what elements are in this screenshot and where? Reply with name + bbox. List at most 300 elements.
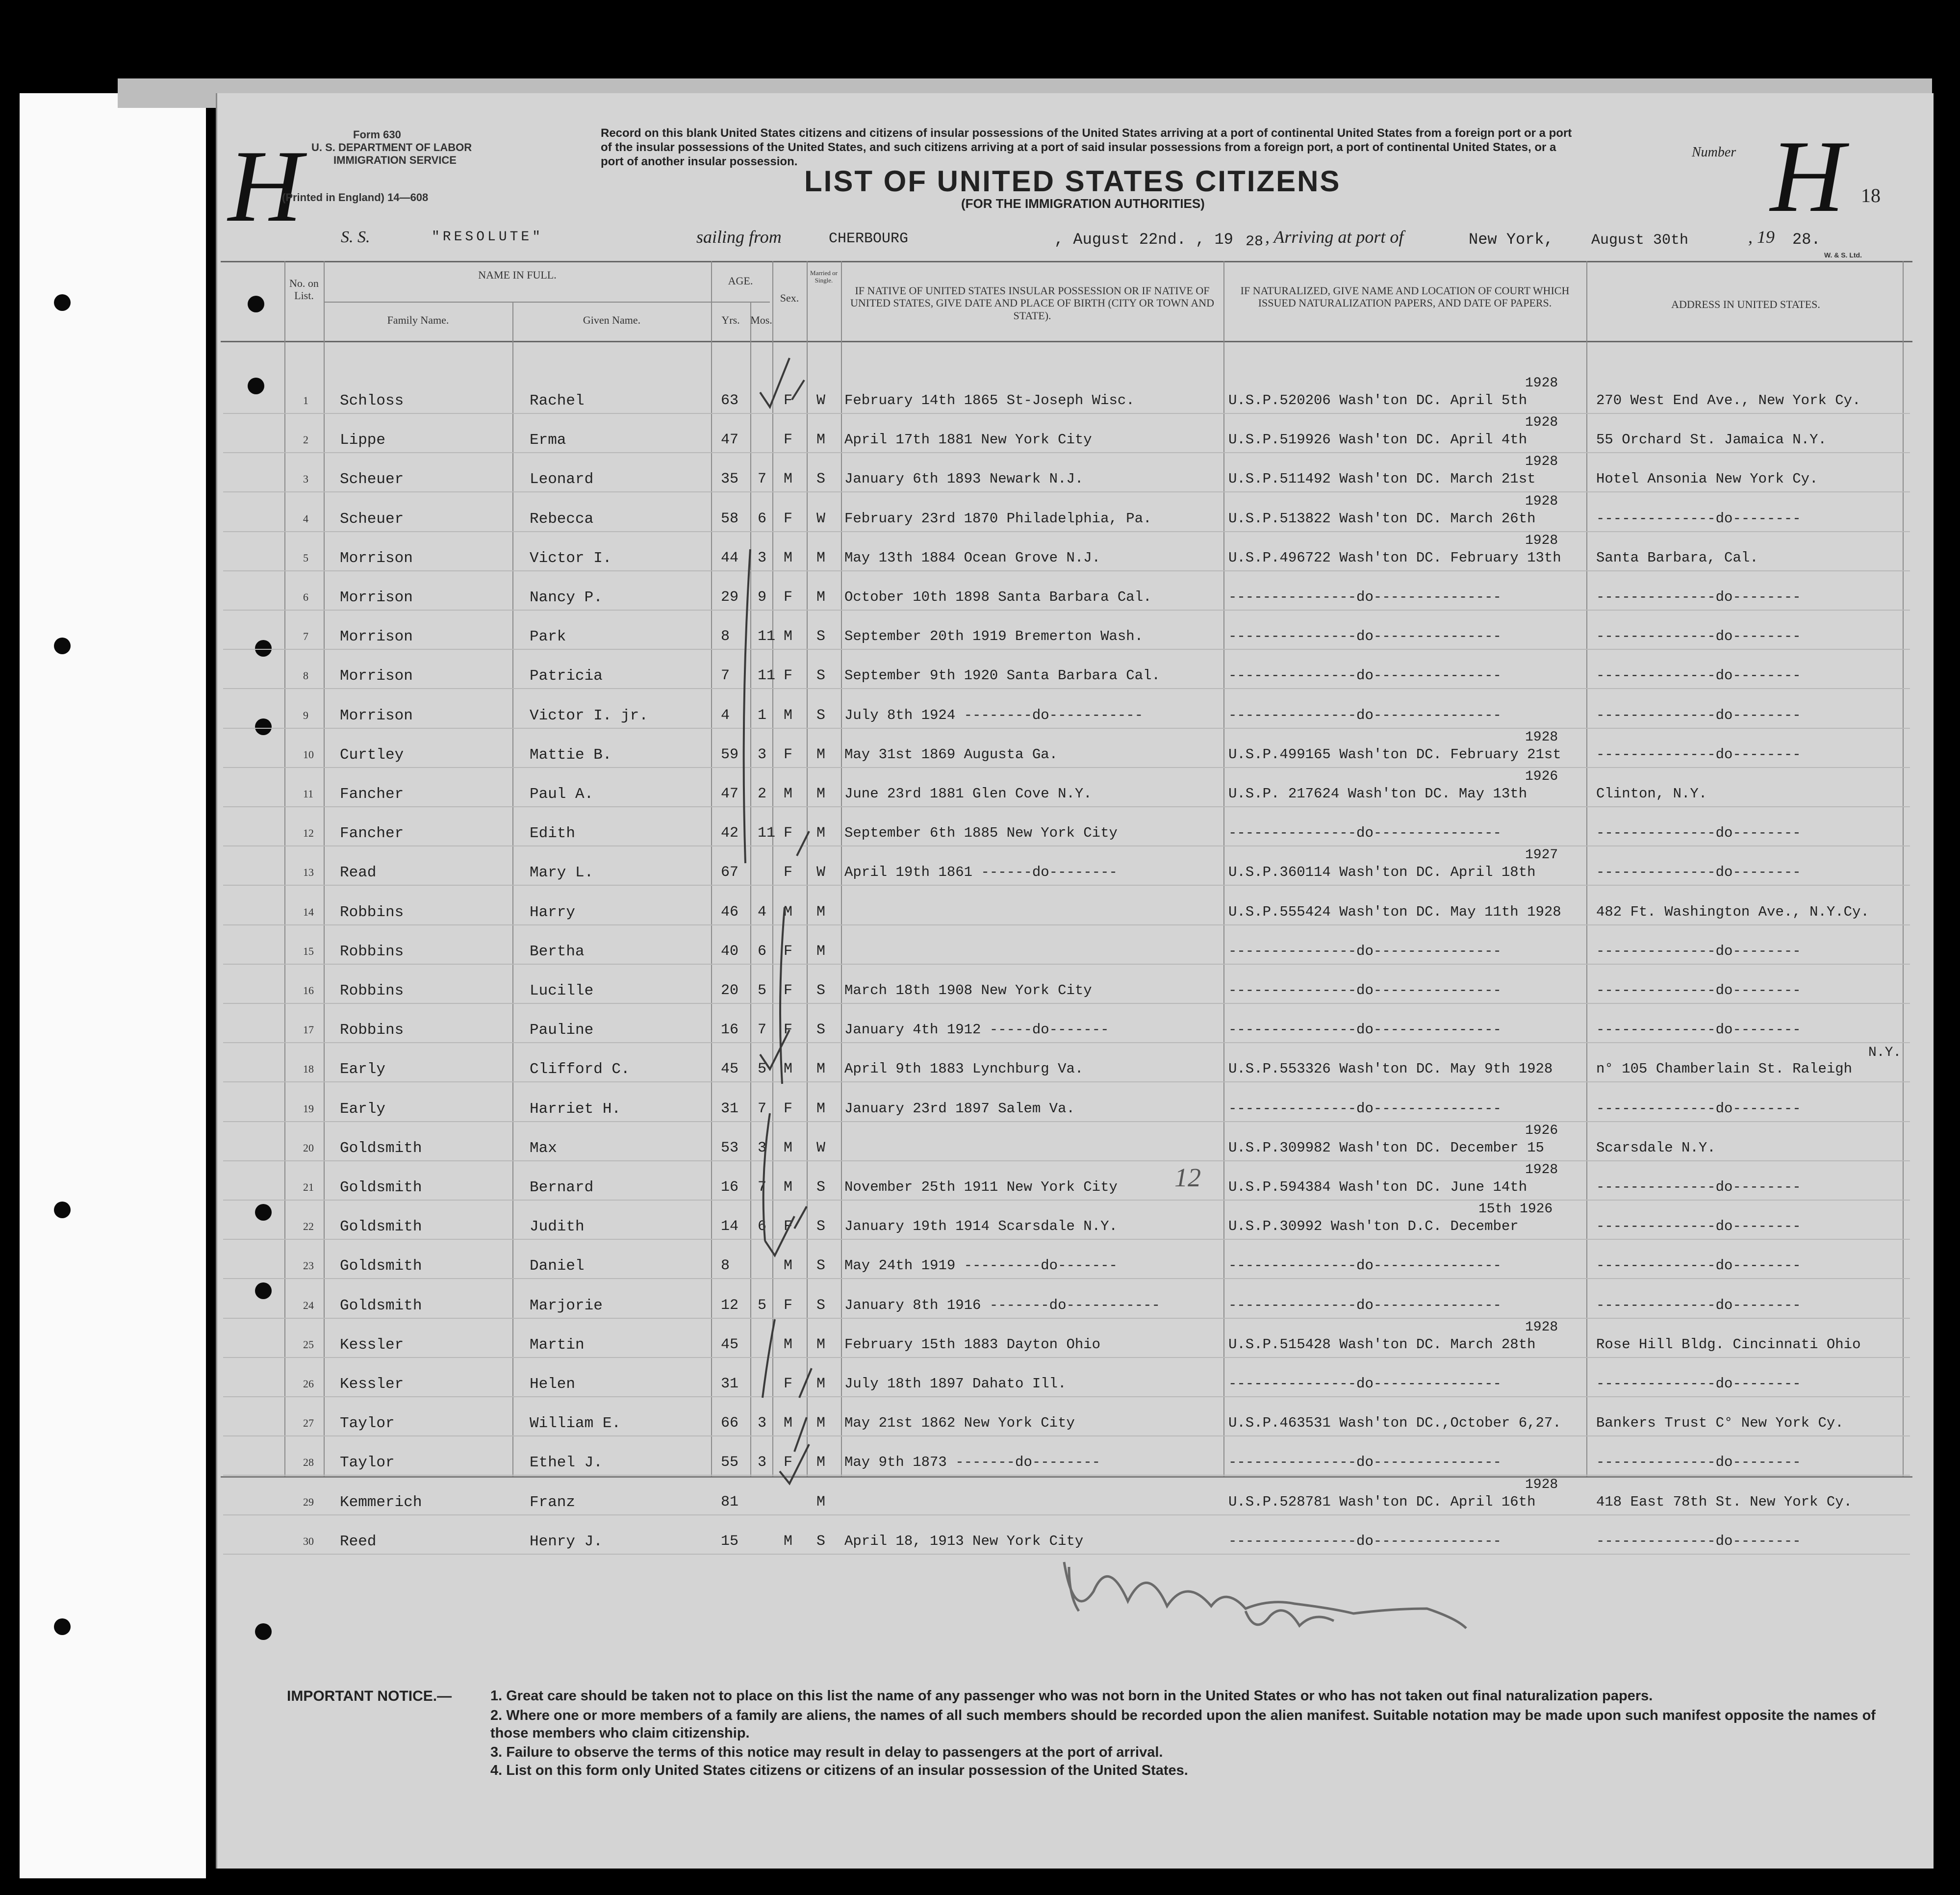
cell-naturalization-year: 1928 — [1525, 376, 1558, 391]
cell-naturalization-year: 15th 1926 — [1478, 1202, 1553, 1217]
cell-ms: S — [816, 1022, 826, 1039]
cell-mos: 7 — [758, 471, 767, 488]
cell-natur: U.S.P.594384 Wash'ton DC. June 14th — [1228, 1179, 1527, 1195]
printer-mark: W. & S. Ltd. — [1824, 251, 1862, 259]
cell-family: Fancher — [340, 786, 404, 803]
cell-ms: W — [816, 1139, 826, 1156]
cell-address: 270 West End Ave., New York Cy. — [1596, 392, 1861, 409]
cell-birth: May 21st 1862 New York City — [844, 1415, 1075, 1432]
notice-item-1: 1. Great care should be taken not to place on this list the name of any passenger who was not born in the United States or who has not taken out final naturalization papers. — [490, 1688, 1653, 1704]
family-bracket — [780, 907, 785, 1084]
row-rule — [223, 1160, 1910, 1161]
cell-given: Bernard — [530, 1179, 594, 1196]
header-address: ADDRESS IN UNITED STATES. — [1671, 298, 1820, 310]
cell-yrs: 8 — [721, 1257, 730, 1275]
number-label: Number — [1692, 145, 1736, 160]
cell-no: 27 — [303, 1417, 314, 1430]
cell-family: Scheuer — [340, 471, 404, 488]
departure-port: CHERBOURG — [829, 230, 909, 247]
name-subheader-line — [324, 302, 711, 303]
cell-family: Taylor — [340, 1454, 395, 1472]
row-rule — [223, 885, 1910, 886]
cell-sex: M — [784, 903, 793, 921]
row-rule — [223, 1121, 1910, 1122]
cell-natur: ---------------do--------------- — [1228, 982, 1502, 999]
cell-ms: S — [816, 707, 826, 724]
cell-mos: 11 — [758, 628, 776, 645]
cell-natur: ---------------do--------------- — [1228, 707, 1502, 723]
cell-yrs: 16 — [721, 1022, 739, 1039]
cell-birth: September 6th 1885 New York City — [844, 825, 1118, 842]
cell-family: Early — [340, 1100, 386, 1118]
form-instruction: Record on this blank United States citizens and citizens of insular possessions of the United States arriving at a port of continental United States from a foreign port or a port of the insular possessions of the United States, and such citizens arriving at a port of said insular possessions from a foreign port, a port of continental United States, or a port of another insular possession. — [601, 127, 1572, 168]
cell-address: --------------do-------- — [1596, 1022, 1801, 1038]
cell-birth: January 4th 1912 -----do------- — [844, 1022, 1109, 1038]
arrival-port: New York, — [1469, 230, 1553, 249]
cell-sex: F — [784, 746, 793, 763]
cell-sex: F — [784, 825, 793, 842]
cell-natur: ---------------do--------------- — [1228, 1100, 1502, 1117]
cell-family: Goldsmith — [340, 1257, 422, 1275]
cell-address: Bankers Trust C° New York Cy. — [1596, 1415, 1844, 1432]
cell-address: --------------do-------- — [1596, 864, 1801, 881]
page-number: 18 — [1861, 184, 1881, 206]
cell-natur: U.S.P.511492 Wash'ton DC. March 21st — [1228, 471, 1536, 487]
row-rule — [223, 728, 1910, 729]
cell-natur: U.S.P.496722 Wash'ton DC. February 13th — [1228, 549, 1561, 566]
cell-given: Marjorie — [530, 1297, 603, 1314]
cell-no: 26 — [303, 1378, 314, 1390]
cell-yrs: 31 — [721, 1376, 739, 1392]
family-bracket — [764, 1113, 770, 1241]
cell-sex: M — [784, 549, 793, 566]
cell-ms: M — [816, 1336, 826, 1353]
cell-sex: M — [784, 1061, 793, 1078]
cell-birth: January 23rd 1897 Salem Va. — [844, 1100, 1075, 1117]
cell-family: Scheuer — [340, 510, 404, 528]
cell-address: Hotel Ansonia New York Cy. — [1596, 471, 1818, 487]
cell-family: Goldsmith — [340, 1218, 422, 1236]
cell-address: Clinton, N.Y. — [1596, 786, 1707, 802]
cell-no: 17 — [303, 1024, 314, 1036]
row-rule — [223, 649, 1910, 650]
cell-birth: November 25th 1911 New York City — [844, 1179, 1118, 1195]
cell-birth: July 8th 1924 --------do----------- — [844, 707, 1144, 723]
cell-ms: M — [816, 903, 826, 921]
cell-ms: M — [816, 825, 826, 842]
family-bracket — [744, 549, 750, 863]
printer-line: (Printed in England) 14—608 — [282, 191, 429, 204]
cell-given: Victor I. — [530, 549, 612, 567]
cell-mos: 3 — [758, 746, 767, 763]
cell-family: Kessler — [340, 1376, 404, 1393]
cell-naturalization-year: 1928 — [1525, 493, 1558, 509]
cell-yrs: 40 — [721, 943, 739, 960]
cell-mos: 3 — [758, 549, 767, 566]
cell-family: Schloss — [340, 392, 404, 410]
cell-naturalization-year: 1928 — [1525, 1477, 1558, 1492]
cell-natur: ---------------do--------------- — [1228, 825, 1502, 842]
cell-no: 18 — [303, 1063, 314, 1076]
table-bottom-border — [221, 1476, 1912, 1478]
cell-yrs: 29 — [721, 589, 739, 606]
cell-birth: March 18th 1908 New York City — [844, 982, 1092, 999]
col-divider — [1903, 261, 1904, 1476]
row-rule — [223, 1475, 1910, 1476]
arrival-year: 28. — [1792, 230, 1821, 249]
row-rule — [223, 845, 1910, 846]
cell-sex: F — [784, 864, 793, 881]
cell-naturalization-year: 1927 — [1525, 847, 1558, 863]
cell-given: Lucille — [530, 982, 594, 999]
cell-natur: U.S.P.360114 Wash'ton DC. April 18th — [1228, 864, 1536, 881]
punch-hole — [255, 1204, 272, 1221]
header-list-number: No. on List. — [289, 277, 319, 302]
cell-ms: S — [816, 1297, 826, 1314]
punch-hole — [255, 640, 272, 657]
check-mark — [794, 1417, 807, 1452]
row-rule — [223, 1435, 1910, 1436]
cell-family: Kessler — [340, 1336, 404, 1354]
cell-no: 9 — [303, 709, 308, 721]
page-margin-strip — [20, 93, 206, 1878]
cell-ms: M — [816, 1061, 826, 1078]
cell-yrs: 15 — [721, 1533, 739, 1550]
form-letter-right: H — [1770, 120, 1845, 233]
cell-family: Taylor — [340, 1415, 395, 1433]
cell-yrs: 47 — [721, 432, 739, 449]
cell-given: Martin — [530, 1336, 585, 1354]
cell-given: Helen — [530, 1376, 576, 1393]
row-rule — [223, 1239, 1910, 1240]
cell-family: Goldsmith — [340, 1297, 422, 1314]
cell-address: --------------do-------- — [1596, 1257, 1801, 1274]
cell-family: Morrison — [340, 549, 413, 567]
row-rule — [223, 1357, 1910, 1358]
cell-given: Harry — [530, 903, 576, 921]
cell-no: 5 — [303, 551, 308, 564]
cell-ms: M — [816, 549, 826, 566]
notice-item-4: 4. List on this form only United States citizens or citizens of an insular possession of the United States. — [490, 1763, 1188, 1778]
cell-family: Morrison — [340, 628, 413, 646]
cell-family: Goldsmith — [340, 1179, 422, 1196]
cell-given: Pauline — [530, 1022, 594, 1039]
cell-birth: September 9th 1920 Santa Barbara Cal. — [844, 667, 1160, 684]
cell-given: Edith — [530, 825, 576, 843]
cell-ms: M — [816, 432, 826, 449]
cell-natur: ---------------do--------------- — [1228, 1022, 1502, 1038]
cell-family: Morrison — [340, 707, 413, 724]
cell-mos: 11 — [758, 825, 776, 842]
cell-yrs: 45 — [721, 1061, 739, 1078]
cell-birth: October 10th 1898 Santa Barbara Cal. — [844, 589, 1152, 605]
cell-no: 8 — [303, 669, 308, 682]
cell-sex: M — [784, 1336, 793, 1353]
cell-family: Early — [340, 1061, 386, 1078]
cell-ms: M — [816, 1100, 826, 1117]
cell-naturalization-year: 1928 — [1525, 1162, 1558, 1178]
cell-birth: July 18th 1897 Dahato Ill. — [844, 1376, 1067, 1392]
cell-no: 21 — [303, 1181, 314, 1193]
cell-mos: 4 — [758, 903, 767, 921]
cell-family: Robbins — [340, 903, 404, 921]
arrival-year-prefix: , 19 — [1748, 227, 1775, 247]
cell-given: Clifford C. — [530, 1061, 630, 1078]
cell-yrs: 35 — [721, 471, 739, 488]
row-rule — [223, 1396, 1910, 1397]
sailing-label: sailing from — [696, 227, 782, 247]
row-rule — [223, 531, 1910, 532]
punch-hole — [54, 1202, 71, 1218]
cell-address-extra: N.Y. — [1868, 1045, 1902, 1061]
cell-birth: June 23rd 1881 Glen Cove N.Y. — [844, 786, 1092, 802]
cell-sex: M — [784, 471, 793, 488]
cell-given: Ethel J. — [530, 1454, 603, 1472]
departure-year: 28 — [1246, 233, 1264, 250]
cell-yrs: 53 — [721, 1139, 739, 1156]
cell-address: 482 Ft. Washington Ave., N.Y.Cy. — [1596, 903, 1869, 920]
header-married-single: Married or Single. — [810, 269, 838, 284]
cell-sex: F — [784, 1218, 793, 1235]
cell-ms: M — [816, 943, 826, 960]
cell-birth: September 20th 1919 Bremerton Wash. — [844, 628, 1144, 645]
cell-birth: February 15th 1883 Dayton Ohio — [844, 1336, 1101, 1353]
cell-yrs: 42 — [721, 825, 739, 842]
cell-naturalization-year: 1928 — [1525, 729, 1558, 745]
punch-hole — [54, 638, 71, 654]
cell-naturalization-year: 1928 — [1525, 1319, 1558, 1335]
cell-given: Patricia — [530, 667, 603, 685]
cell-no: 12 — [303, 827, 314, 840]
row-rule — [223, 1042, 1910, 1043]
form-subtitle: (FOR THE IMMIGRATION AUTHORITIES) — [961, 196, 1205, 211]
cell-sex: F — [784, 1297, 793, 1314]
cell-no: 15 — [303, 945, 314, 957]
cell-mos: 7 — [758, 1100, 767, 1117]
cell-no: 24 — [303, 1299, 314, 1311]
arriving-label: , Arriving at port of — [1265, 227, 1404, 247]
cell-no: 3 — [303, 473, 308, 486]
cell-mos: 3 — [758, 1415, 767, 1432]
cell-natur: U.S.P.519926 Wash'ton DC. April 4th — [1228, 432, 1527, 448]
cell-given: Leonard — [530, 471, 594, 488]
cell-no: 1 — [303, 394, 308, 407]
cell-mos: 6 — [758, 510, 767, 527]
cell-mos: 2 — [758, 786, 767, 802]
cell-address: --------------do-------- — [1596, 1297, 1801, 1313]
cell-sex: F — [784, 1376, 793, 1392]
row-rule — [223, 413, 1910, 414]
cell-sex: F — [784, 589, 793, 606]
service: IMMIGRATION SERVICE — [333, 154, 457, 166]
cell-address: 418 East 78th St. New York Cy. — [1596, 1493, 1853, 1510]
cell-given: William E. — [530, 1415, 621, 1433]
cell-ms: S — [816, 667, 826, 685]
cell-natur: U.S.P.515428 Wash'ton DC. March 28th — [1228, 1336, 1536, 1353]
cell-birth: April 19th 1861 ------do-------- — [844, 864, 1118, 881]
cell-birth: January 19th 1914 Scarsdale N.Y. — [844, 1218, 1118, 1235]
cell-natur: U.S.P.553326 Wash'ton DC. May 9th 1928 — [1228, 1061, 1553, 1077]
cell-birth: May 13th 1884 Ocean Grove N.J. — [844, 549, 1101, 566]
departure-date: , August 22nd. , 19 — [1054, 230, 1233, 249]
cell-given: Harriet H. — [530, 1100, 621, 1118]
handwritten-checkmarks — [677, 343, 873, 1520]
punch-hole — [255, 1282, 272, 1299]
cell-natur: U.S.P.513822 Wash'ton DC. March 26th — [1228, 510, 1536, 527]
punch-hole — [248, 296, 264, 312]
cell-given: Bertha — [530, 943, 585, 960]
cell-address: --------------do-------- — [1596, 1218, 1801, 1235]
cell-no: 19 — [303, 1102, 314, 1115]
cell-family: Robbins — [340, 943, 404, 960]
cell-ms: S — [816, 982, 826, 999]
row-rule — [223, 1318, 1910, 1319]
cell-no: 13 — [303, 866, 314, 879]
col-divider — [512, 302, 513, 1476]
cell-naturalization-year: 1928 — [1525, 415, 1558, 431]
check-mark — [760, 358, 789, 407]
cell-given: Judith — [530, 1218, 585, 1236]
cell-address: --------------do-------- — [1596, 707, 1801, 723]
cell-natur: ---------------do--------------- — [1228, 943, 1502, 959]
cell-address: --------------do-------- — [1596, 1100, 1801, 1117]
cell-yrs: 47 — [721, 786, 739, 802]
cell-ms: M — [816, 786, 826, 802]
cell-sex: F — [784, 1022, 793, 1039]
cell-given: Mary L. — [530, 864, 594, 882]
col-divider — [284, 261, 285, 1476]
cell-birth: February 14th 1865 St-Joseph Wisc. — [844, 392, 1135, 409]
row-rule — [223, 1003, 1910, 1004]
cell-address: --------------do-------- — [1596, 589, 1801, 605]
cell-mos: 1 — [758, 707, 767, 724]
cell-family: Morrison — [340, 667, 413, 685]
cell-natur: ---------------do--------------- — [1228, 667, 1502, 684]
cell-family: Robbins — [340, 1022, 404, 1039]
table-top-border — [221, 261, 1912, 262]
cell-natur: U.S.P.309982 Wash'ton DC. December 15 — [1228, 1139, 1544, 1156]
cell-address: --------------do-------- — [1596, 943, 1801, 959]
cell-ms: W — [816, 510, 826, 527]
cell-family: Fancher — [340, 825, 404, 843]
cell-address: --------------do-------- — [1596, 1376, 1801, 1392]
cell-yrs: 55 — [721, 1454, 739, 1471]
header-divider — [221, 341, 1912, 342]
cell-address: n° 105 Chamberlain St. Raleigh — [1596, 1061, 1853, 1077]
cell-address: --------------do-------- — [1596, 1454, 1801, 1471]
cell-ms: M — [816, 1493, 826, 1511]
form-title: LIST OF UNITED STATES CITIZENS — [804, 165, 1341, 198]
row-rule — [223, 1278, 1910, 1279]
cell-natur: U.S.P.499165 Wash'ton DC. February 21st — [1228, 746, 1561, 763]
punch-hole — [54, 1618, 71, 1635]
cell-ms: S — [816, 1257, 826, 1275]
cell-address: --------------do-------- — [1596, 628, 1801, 645]
cell-given: Henry J. — [530, 1533, 603, 1550]
cell-ms: S — [816, 1179, 826, 1196]
cell-no: 23 — [303, 1259, 314, 1272]
inspector-signature — [1054, 1537, 1545, 1645]
cell-ms: M — [816, 746, 826, 763]
cell-address: --------------do-------- — [1596, 1179, 1801, 1195]
cell-address: --------------do-------- — [1596, 825, 1801, 842]
cell-address: --------------do-------- — [1596, 510, 1801, 527]
cell-birth: April 9th 1883 Lynchburg Va. — [844, 1061, 1084, 1077]
row-rule — [223, 688, 1910, 689]
cell-no: 29 — [303, 1495, 314, 1508]
cell-ms: W — [816, 392, 826, 409]
cell-ms: M — [816, 1376, 826, 1392]
cell-yrs: 7 — [721, 667, 730, 685]
cell-yrs: 59 — [721, 746, 739, 763]
cell-yrs: 58 — [721, 510, 739, 527]
cell-no: 14 — [303, 905, 314, 918]
cell-ms: S — [816, 471, 826, 488]
cell-birth: January 8th 1916 -------do----------- — [844, 1297, 1160, 1313]
header-name-in-full: NAME IN FULL. — [478, 269, 557, 281]
cell-sex: F — [784, 1100, 793, 1117]
notice-item-2: 2. Where one or more members of a family are aliens, the names of all such members should be recorded upon the alien manifest. Suitable notation may be made upon such manifest opposite the names of those members who claim citizenship. — [490, 1708, 1876, 1741]
cell-natur: U.S.P.555424 Wash'ton DC. May 11th 1928 — [1228, 903, 1561, 920]
cell-yrs: 31 — [721, 1100, 739, 1117]
cell-given: Rachel — [530, 392, 585, 410]
cell-sex: M — [784, 1415, 793, 1432]
cell-yrs: 66 — [721, 1415, 739, 1432]
cell-yrs: 44 — [721, 549, 739, 566]
cell-mos: 5 — [758, 1061, 767, 1078]
cell-birth: January 6th 1893 Newark N.J. — [844, 471, 1084, 487]
cell-mos: 6 — [758, 1218, 767, 1235]
form-number: Form 630 — [353, 128, 401, 141]
cell-given: Park — [530, 628, 566, 646]
notice-heading: IMPORTANT NOTICE.— — [287, 1688, 452, 1704]
header-given-name: Given Name. — [583, 314, 641, 326]
cell-birth: May 9th 1873 -------do-------- — [844, 1454, 1101, 1471]
cell-naturalization-year: 1926 — [1525, 769, 1558, 784]
margin-note: 12 — [1174, 1163, 1201, 1192]
row-rule — [223, 452, 1910, 453]
cell-sex: F — [784, 1454, 793, 1471]
cell-no: 22 — [303, 1220, 314, 1233]
cell-address: 55 Orchard St. Jamaica N.Y. — [1596, 432, 1827, 448]
cell-mos: 5 — [758, 1297, 767, 1314]
cell-natur: ---------------do--------------- — [1228, 1257, 1502, 1274]
ship-name: "RESOLUTE" — [432, 230, 544, 245]
check-mark — [760, 1030, 789, 1069]
cell-sex: F — [784, 510, 793, 527]
header-age: AGE. — [728, 275, 753, 287]
cell-birth: April 18, 1913 New York City — [844, 1533, 1084, 1549]
notice-item-3: 3. Failure to observe the terms of this notice may result in delay to passengers at the port of arrival. — [490, 1744, 1163, 1760]
row-rule — [223, 1514, 1910, 1515]
cell-ms: M — [816, 1454, 826, 1471]
cell-birth: February 23rd 1870 Philadelphia, Pa. — [844, 510, 1152, 527]
header-naturalization: IF NATURALIZED, GIVE NAME AND LOCATION OF COURT WHICH ISSUED NATURALIZATION PAPERS, AND DATE OF PAPERS. — [1240, 284, 1570, 309]
cell-mos: 9 — [758, 589, 767, 606]
cell-ms: S — [816, 1533, 826, 1550]
cell-no: 2 — [303, 434, 308, 446]
cell-given: Erma — [530, 432, 566, 449]
row-rule — [223, 491, 1910, 492]
cell-yrs: 4 — [721, 707, 730, 724]
col-divider — [1586, 261, 1587, 1476]
cell-naturalization-year: 1928 — [1525, 533, 1558, 548]
cell-no: 4 — [303, 512, 308, 525]
cell-mos: 5 — [758, 982, 767, 999]
cell-natur: ---------------do--------------- — [1228, 628, 1502, 645]
cell-given: Daniel — [530, 1257, 585, 1275]
cell-sex: M — [784, 1533, 793, 1550]
